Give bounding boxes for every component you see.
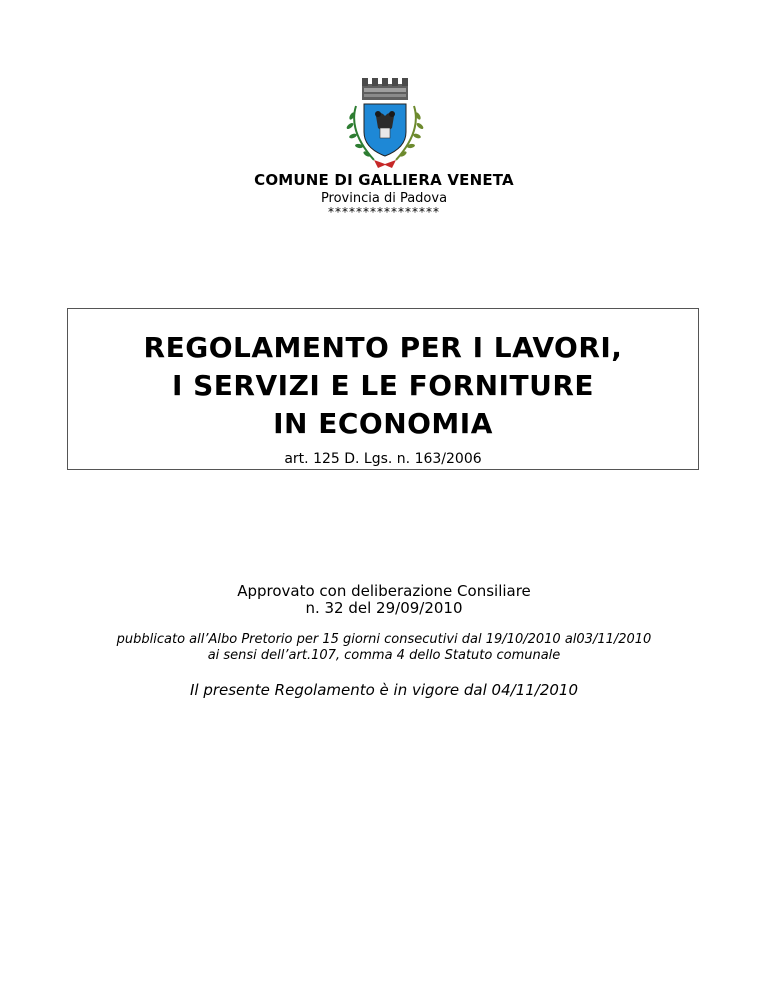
publication-line-2: ai sensi dell’art.107, comma 4 dello Statuto comunale [207,648,561,663]
approval-line-1: Approvato con deliberazione Consiliare [237,582,531,600]
header-separator: **************** [328,205,440,219]
publication-line-1: pubblicato all’Albo Pretorio per 15 giorni consecutivi dal 19/10/2010 al03/11/2010 [116,632,652,647]
shield-icon [364,104,406,156]
effective-date-note: Il presente Regolamento è in vigore dal 04/11/2010 [189,681,579,699]
crown-icon [362,78,408,100]
municipality-name: COMUNE DI GALLIERA VENETA [254,171,514,189]
ribbon-icon [374,160,396,168]
law-reference: art. 125 D. Lgs. n. 163/2006 [284,451,482,467]
title-box [67,308,699,470]
title-line-1: REGOLAMENTO PER I LAVORI, [143,331,623,364]
title-line-2: I SERVIZI E LE FORNITURE [171,369,595,402]
approval-line-2: n. 32 del 29/09/2010 [305,599,463,617]
province-name: Provincia di Padova [320,191,448,206]
title-line-3: IN ECONOMIA [273,407,493,440]
coat-of-arms-icon [334,76,436,172]
